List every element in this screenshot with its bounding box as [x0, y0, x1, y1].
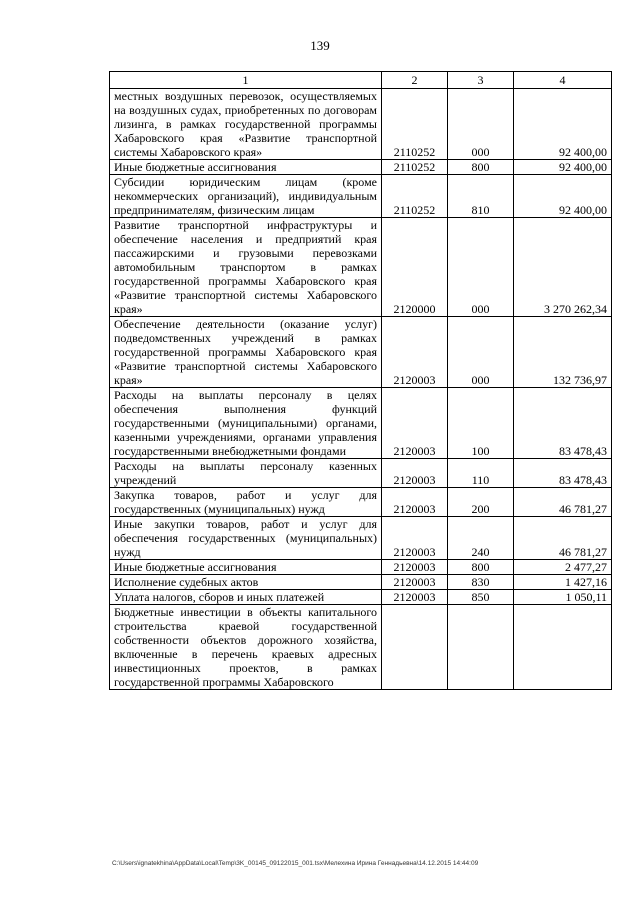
- column-header-3: 3: [448, 72, 514, 89]
- page-number: 139: [310, 38, 330, 53]
- row-amount: 83 478,43: [514, 459, 612, 488]
- row-target-code: 2120003: [382, 575, 448, 590]
- row-target-code: 2110252: [382, 160, 448, 175]
- row-expense-type: 800: [448, 160, 514, 175]
- row-expense-type: [448, 605, 514, 690]
- row-expense-type: 850: [448, 590, 514, 605]
- row-description: местных воздушных перевозок, осуществляемых на воздушных судах, приобретенных по договорам лизинга, в рамках государственной программы Хабаровского края «Развитие транспортной системы Хабаровского края»: [110, 89, 382, 160]
- row-target-code: 2120003: [382, 560, 448, 575]
- row-amount: 83 478,43: [514, 388, 612, 459]
- row-expense-type: 100: [448, 388, 514, 459]
- row-expense-type: 800: [448, 560, 514, 575]
- row-expense-type: 200: [448, 488, 514, 517]
- table-row: [110, 590, 612, 605]
- table-header-row: [110, 72, 612, 89]
- row-amount: 46 781,27: [514, 488, 612, 517]
- row-target-code: 2120003: [382, 488, 448, 517]
- row-amount: 3 270 262,34: [514, 218, 612, 317]
- column-header-2: 2: [382, 72, 448, 89]
- row-expense-type: 000: [448, 218, 514, 317]
- row-description: Закупка товаров, работ и услуг для государственных (муниципальных) нужд: [110, 488, 382, 517]
- row-amount: 92 400,00: [514, 175, 612, 218]
- row-expense-type: 110: [448, 459, 514, 488]
- row-amount: [514, 605, 612, 690]
- row-expense-type: 000: [448, 89, 514, 160]
- row-amount: 92 400,00: [514, 89, 612, 160]
- document-footer-path: C:\Users\ignatekhina\AppData\Local\Temp\3K_00145_09122015_001.tsx\Мелехина Ирина Геннадьевна\14.12.2015 14:44:09: [112, 860, 479, 867]
- row-description: Расходы на выплаты персоналу в целях обеспечения выполнения функций государственными (муниципальными) органами, казенными учреждениями, органами управления государственными внебюджетными фондами: [110, 388, 382, 459]
- row-description: Иные бюджетные ассигнования: [110, 160, 382, 175]
- table-row: [110, 575, 612, 590]
- table-row: [110, 388, 612, 459]
- row-amount: 132 736,97: [514, 317, 612, 388]
- column-header-1: 1: [110, 72, 382, 89]
- row-target-code: 2120003: [382, 459, 448, 488]
- table-row: [110, 517, 612, 560]
- row-target-code: 2120003: [382, 590, 448, 605]
- row-description: Иные закупки товаров, работ и услуг для обеспечения государственных (муниципальных) нужд: [110, 517, 382, 560]
- row-expense-type: 240: [448, 517, 514, 560]
- row-description: Иные бюджетные ассигнования: [110, 560, 382, 575]
- row-target-code: 2120003: [382, 317, 448, 388]
- table-row: [110, 459, 612, 488]
- row-target-code: 2120003: [382, 517, 448, 560]
- row-expense-type: 810: [448, 175, 514, 218]
- row-description: Бюджетные инвестиции в объекты капитального строительства краевой государственной собственности объектов дорожного хозяйства, включенные в перечень краевых адресных инвестиционных проектов, в рамках государственной программы Хабаровского: [110, 605, 382, 690]
- table-row: [110, 488, 612, 517]
- table-row: [110, 89, 612, 160]
- row-amount: 1 427,16: [514, 575, 612, 590]
- row-description: Субсидии юридическим лицам (кроме некоммерческих организаций), индивидуальным предпринимателям, физическим лицам: [110, 175, 382, 218]
- row-amount: 92 400,00: [514, 160, 612, 175]
- row-description: Развитие транспортной инфраструктуры и обеспечение населения и предприятий края пассажирскими и грузовыми перевозками автомобильным транспортом в рамках государственной программы Хабаровского края «Развитие транспортной системы Хабаровского края»: [110, 218, 382, 317]
- row-target-code: 2120003: [382, 388, 448, 459]
- row-description: Исполнение судебных актов: [110, 575, 382, 590]
- row-target-code: [382, 605, 448, 690]
- row-expense-type: 830: [448, 575, 514, 590]
- row-description: Расходы на выплаты персоналу казенных учреждений: [110, 459, 382, 488]
- column-header-4: 4: [514, 72, 612, 89]
- row-target-code: 2120000: [382, 218, 448, 317]
- table-row: [110, 175, 612, 218]
- table-row: [110, 218, 612, 317]
- row-target-code: 2110252: [382, 175, 448, 218]
- budget-table: [109, 71, 612, 690]
- row-target-code: 2110252: [382, 89, 448, 160]
- table-row: [110, 317, 612, 388]
- row-amount: 1 050,11: [514, 590, 612, 605]
- row-description: Обеспечение деятельности (оказание услуг) подведомственных учреждений в рамках государственной программы Хабаровского края «Развитие транспортной системы Хабаровского края»: [110, 317, 382, 388]
- table-row: [110, 160, 612, 175]
- table-row: [110, 560, 612, 575]
- row-amount: 46 781,27: [514, 517, 612, 560]
- row-description: Уплата налогов, сборов и иных платежей: [110, 590, 382, 605]
- table-row: [110, 605, 612, 690]
- row-expense-type: 000: [448, 317, 514, 388]
- row-amount: 2 477,27: [514, 560, 612, 575]
